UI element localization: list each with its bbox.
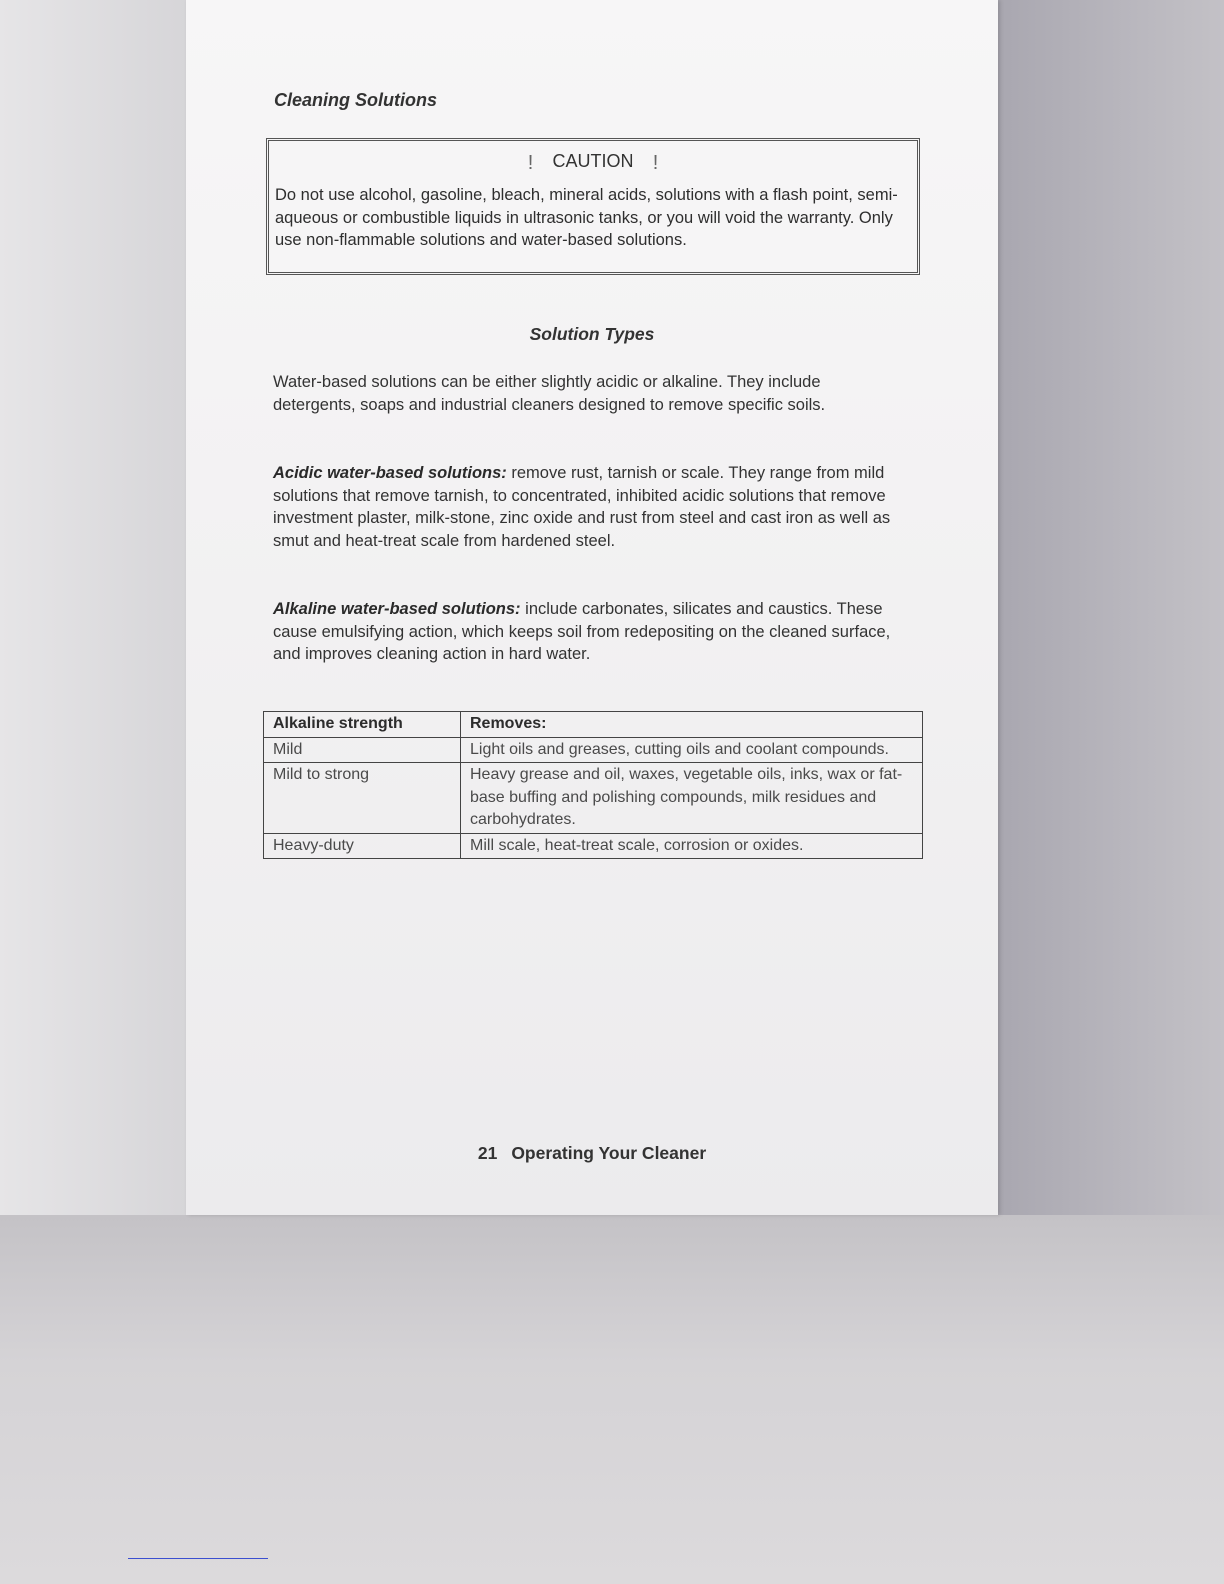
table-row: [264, 833, 923, 859]
alkaline-strength-table: [263, 711, 923, 859]
table-row: [264, 737, 923, 763]
solution-types-title: Solution Types: [529, 324, 655, 344]
page-number: 21: [477, 1143, 498, 1163]
strength-cell: Mild: [264, 737, 461, 763]
alkaline-text: include carbonates, silicates and caustics. These cause emulsifying action, which keeps soil from redepositing on the cleaned surface, and improves cleaning action in hard water.: [273, 600, 891, 663]
removes-cell: Mill scale, heat-treat scale, corrosion or oxides.: [461, 833, 923, 859]
table-row: [264, 763, 923, 834]
table-header-removes: Removes:: [461, 712, 923, 738]
scan-background-bottom: [0, 1215, 1224, 1584]
alkaline-label: Alkaline water-based solutions:: [273, 600, 521, 618]
table-header-strength: Alkaline strength: [264, 712, 461, 738]
section-title: Cleaning Solutions: [274, 90, 438, 110]
alkaline-paragraph: [273, 598, 903, 666]
acidic-text: remove rust, tarnish or scale. They range from mild solutions that remove tarnish, to concentrated, inhibited acidic solutions that remove investment plaster, milk-stone, zinc oxide and rust from steel and cast iron as well as smut and heat-treat scale from hardened steel.: [273, 464, 891, 550]
removes-cell: Light oils and greases, cutting oils and coolant compounds.: [461, 737, 923, 763]
page-footer: [186, 1143, 998, 1164]
scan-background-left: [0, 0, 190, 1215]
acidic-label: Acidic water-based solutions:: [273, 464, 507, 482]
acidic-paragraph: [273, 462, 903, 552]
warning-triangle-icon: [639, 152, 673, 175]
warning-triangle-icon: [513, 152, 547, 175]
caution-heading: [269, 151, 917, 175]
removes-cell: Heavy grease and oil, waxes, vegetable oils, inks, wax or fat-base buffing and polishing compounds, milk residues and carbohydrates.: [461, 763, 923, 834]
intro-paragraph: Water-based solutions can be either slightly acidic or alkaline. They include detergents, soaps and industrial cleaners designed to remove specific soils.: [273, 373, 826, 414]
caution-box: [266, 138, 920, 275]
chapter-title: Operating Your Cleaner: [511, 1143, 707, 1163]
scan-background-right: [998, 0, 1224, 1215]
caution-label: CAUTION: [552, 151, 634, 171]
caution-text: Do not use alcohol, gasoline, bleach, mineral acids, solutions with a flash point, semi-aqueous or combustible liquids in ultrasonic tanks, or you will void the warranty. Only use non-flammable solutions and water-based solutions.: [275, 186, 898, 249]
strength-cell: Mild to strong: [264, 763, 461, 834]
strength-cell: Heavy-duty: [264, 833, 461, 859]
scan-artifact-line: [128, 1558, 268, 1559]
manual-page: [186, 0, 998, 1215]
table-header-row: [264, 712, 923, 738]
